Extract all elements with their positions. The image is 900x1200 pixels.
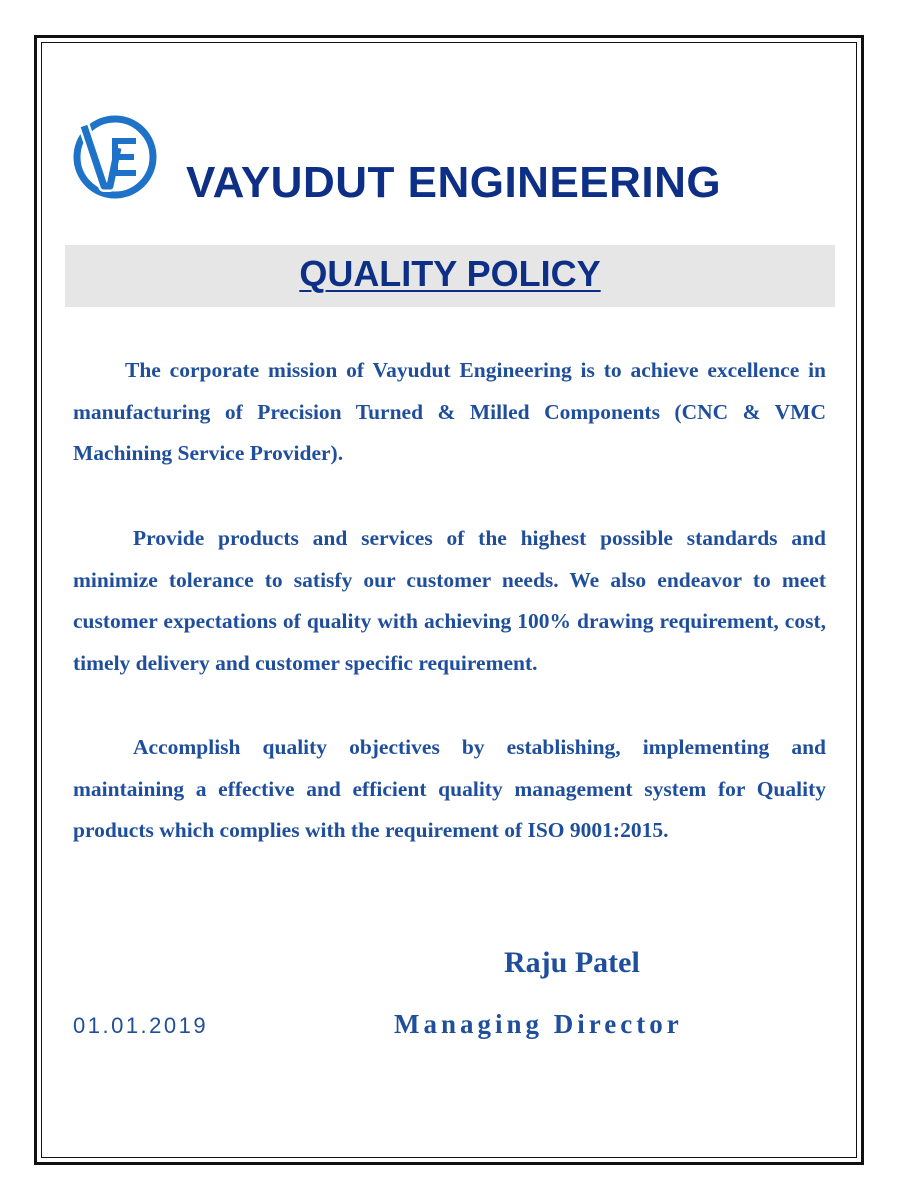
title-banner xyxy=(65,245,835,307)
ve-monogram-logo-icon xyxy=(70,112,160,202)
signatory-name: Raju Patel xyxy=(504,946,640,979)
policy-date: 01.01.2019 xyxy=(73,1013,209,1038)
policy-paragraph-objectives: Accomplish quality objectives by establishing, implementing and maintaining a effective and efficient quality management system for Quality products which complies with the requirement of ISO 9001:2015. xyxy=(73,735,826,842)
policy-paragraph-mission: The corporate mission of Vayudut Engineering is to achieve excellence in manufacturing of Precision Turned & Milled Components (CNC & VMC Machining Service Provider). xyxy=(73,358,826,465)
signatory-designation: Managing Director xyxy=(394,1009,683,1039)
policy-paragraph-products: Provide products and services of the highest possible standards and minimize tolerance to satisfy our customer needs. We also endeavor to meet customer expectations of quality with achieving 100% drawing requirement, cost, timely delivery and customer specific requirement. xyxy=(73,526,826,675)
page-title: QUALITY POLICY xyxy=(299,253,601,294)
company-name: VAYUDUT ENGINEERING xyxy=(186,158,722,207)
